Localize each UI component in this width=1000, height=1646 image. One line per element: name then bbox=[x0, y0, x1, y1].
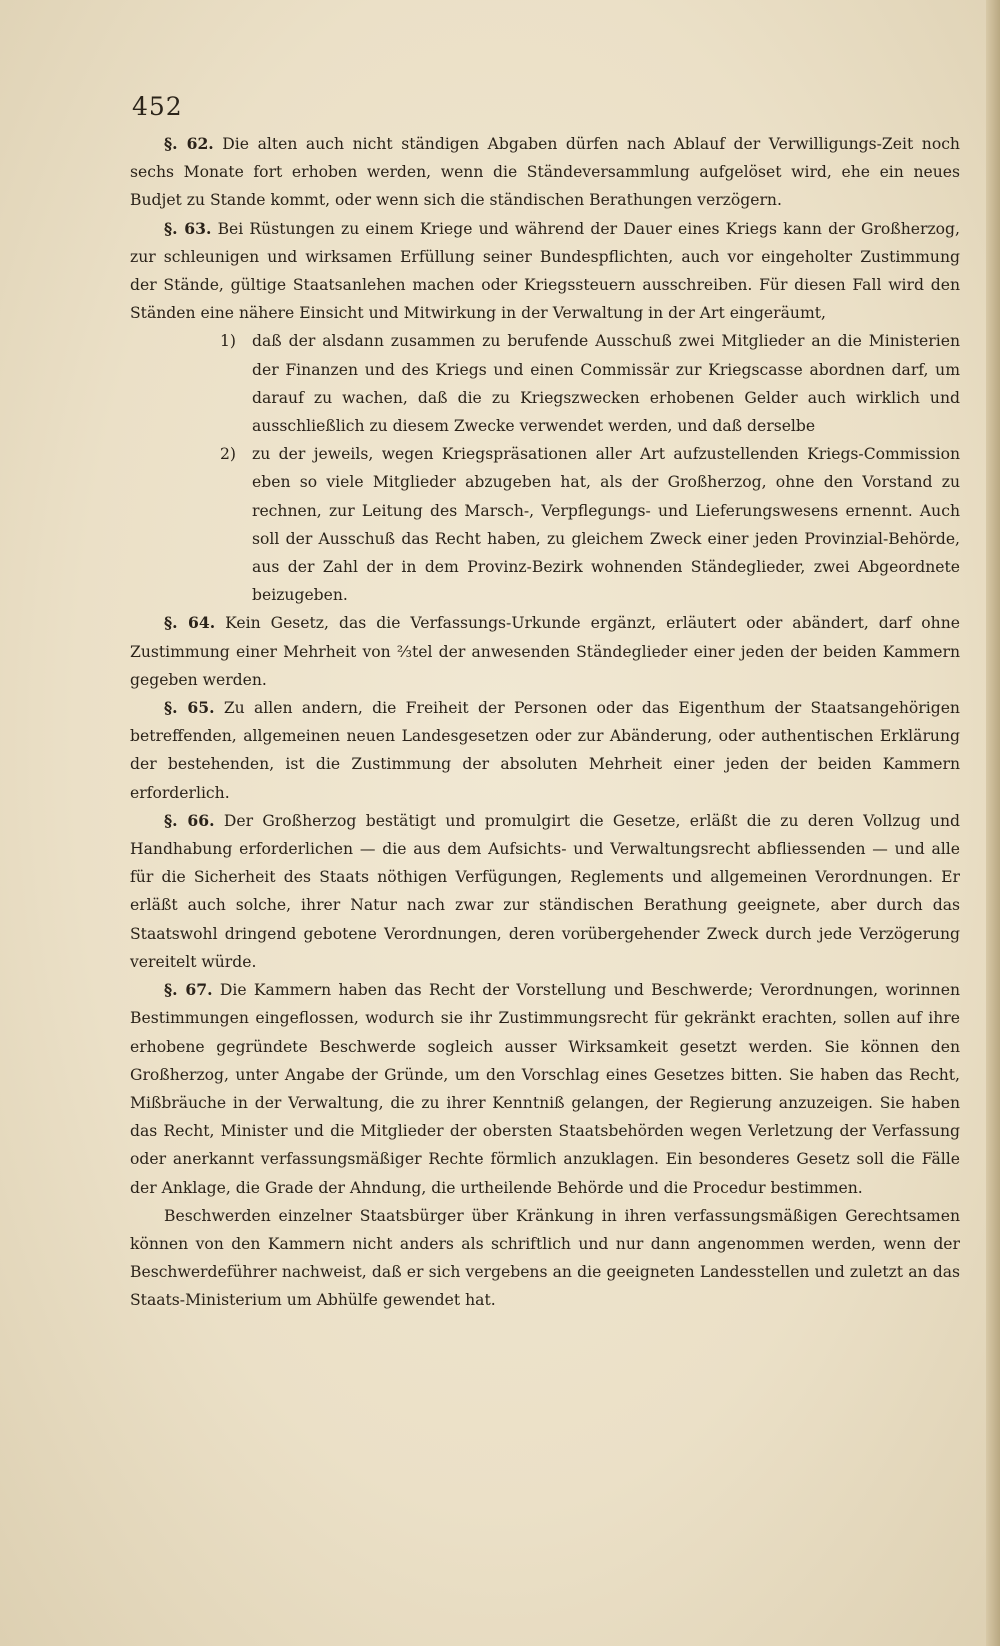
section-number: §. 67. bbox=[164, 980, 213, 1000]
paragraph-text: Kein Gesetz, das die Verfassungs-Urkunde ergänzt, erläutert oder abändert, darf ohne Zustimmung einer Mehrheit von ⅔tel der anwesenden Ständeglieder einer jeden der beiden Kammern gegeben werden. bbox=[130, 614, 960, 689]
item-text: zu der jeweils, wegen Kriegspräsationen aller Art aufzustellenden Kriegs-Commission eben so viele Mitglieder abzugeben hat, als der Großherzog, ohne den Vorstand zu rechnen, zur Leitung des Marsch-, Verpflegungs- und Lieferungswesens ernennt. Auch soll der Ausschuß das Recht haben, zu gleichem Zweck einer jeden Provinzial-Behörde, aus der Zahl der in dem Provinz-Bezirk wohnenden Ständeglieder, zwei Abgeordnete beizugeben. bbox=[252, 445, 960, 605]
paragraph-text: Der Großherzog bestätigt und promulgirt die Gesetze, erläßt die zu deren Vollzug und Handhabung erforderlichen — die aus dem Aufsichts- und Verwaltungsrecht abfliessenden — und alle für die Sicherheit des Staats nöthigen Verfügungen, Reglements und allgemeinen Verordnungen. Er erläßt auch solche, ihrer Natur nach zwar zur ständischen Berathung geeignete, aber durch das Staatswohl dringend gebotene Verordnungen, deren vorübergehender Zweck durch jede Verzögerung vereitelt würde. bbox=[130, 811, 960, 971]
paragraph-text: Beschwerden einzelner Staatsbürger über Kränkung in ihren verfassungsmäßigen Gerechtsamen können von den Kammern nicht anders als schriftlich und nur dann angenommen werden, wenn der Beschwerdeführer nachweist, daß er sich vergebens an die geeigneten Landesstellen und zuletzt an das Staats-Ministerium um Abhülfe gewendet hat. bbox=[130, 1206, 960, 1310]
paragraph-text: Die alten auch nicht ständigen Abgaben dürfen nach Ablauf der Verwilligungs-Zeit noch sechs Monate fort erhoben werden, wenn die Ständeversammlung aufgelöset wird, ehe ein neues Budjet zu Stande kommt, oder wenn sich die ständischen Berathungen verzögern. bbox=[130, 135, 960, 210]
body-text bbox=[130, 130, 960, 1315]
list-item-1 bbox=[220, 327, 960, 440]
paragraph-63 bbox=[130, 215, 960, 328]
item-number: 2) bbox=[220, 445, 237, 464]
item-text: daß der alsdann zusammen zu berufende Ausschuß zwei Mitglieder an die Ministerien der Finanzen und des Kriegs und einen Commissär zur Kriegscasse abordnen darf, um darauf zu wachen, daß die zu Kriegszwecken erhobenen Gelder auch wirklich und ausschließlich zu diesem Zwecke verwendet werden, und daß derselbe bbox=[252, 332, 960, 436]
paragraph-67-continued bbox=[130, 1202, 960, 1315]
page-edge bbox=[986, 0, 1000, 1646]
section-number: §. 62. bbox=[164, 134, 214, 153]
section-number: §. 66. bbox=[164, 810, 215, 830]
item-number: 1) bbox=[220, 332, 237, 351]
paragraph-62 bbox=[130, 130, 960, 215]
paragraph-65 bbox=[130, 694, 960, 807]
section-number: §. 64. bbox=[164, 613, 216, 633]
paragraph-66 bbox=[130, 807, 960, 976]
paragraph-text: Bei Rüstungen zu einem Kriege und während der Dauer eines Kriegs kann der Großherzog, zur schleunigen und wirksamen Erfüllung seiner Bundespflichten, auch vor eingeholter Zustimmung der Stände, gültige Staatsanlehen machen oder Kriegssteuern ausschreiben. Für diesen Fall wird den Ständen eine nähere Einsicht und Mitwirkung in der Verwaltung in der Art eingeräumt, bbox=[130, 219, 960, 323]
page-number: 452 bbox=[132, 92, 183, 121]
list-item-2 bbox=[220, 440, 960, 609]
paragraph-text: Die Kammern haben das Recht der Vorstellung und Beschwerde; Verordnungen, worinnen Bestimmungen eingeflossen, wodurch sie ihr Zustimmungsrecht für gekränkt erachten, sollen auf ihre erhobene gegründete Beschwerde sogleich ausser Wirksamkeit gesetzt werden. Sie können den Großherzog, unter Angabe der Gründe, um den Vorschlag eines Gesetzes bitten. Sie haben das Recht, Mißbräuche in der Verwaltung, die zu ihrer Kenntniß gelangen, der Regierung anzuzeigen. Sie haben das Recht, Minister und die Mitglieder der obersten Staatsbehörden wegen Verletzung der Verfassung oder anerkannt verfassungsmäßiger Rechte förmlich anzuklagen. Ein besonderes Gesetz soll die Fälle der Anklage, die Grade der Ahndung, die urtheilende Behörde und die Procedur bestimmen. bbox=[130, 981, 960, 1197]
paragraph-64 bbox=[130, 609, 960, 694]
paragraph-text: Zu allen andern, die Freiheit der Personen oder das Eigenthum der Staatsangehörigen betreffenden, allgemeinen neuen Landesgesetzen oder zur Abänderung, oder authentischen Erklärung der bestehenden, ist die Zustimmung der absoluten Mehrheit einer jeden der beiden Kammern erforderlich. bbox=[130, 699, 960, 802]
section-number: §. 65. bbox=[164, 698, 215, 718]
section-number: §. 63. bbox=[164, 218, 212, 238]
paragraph-67 bbox=[130, 976, 960, 1202]
